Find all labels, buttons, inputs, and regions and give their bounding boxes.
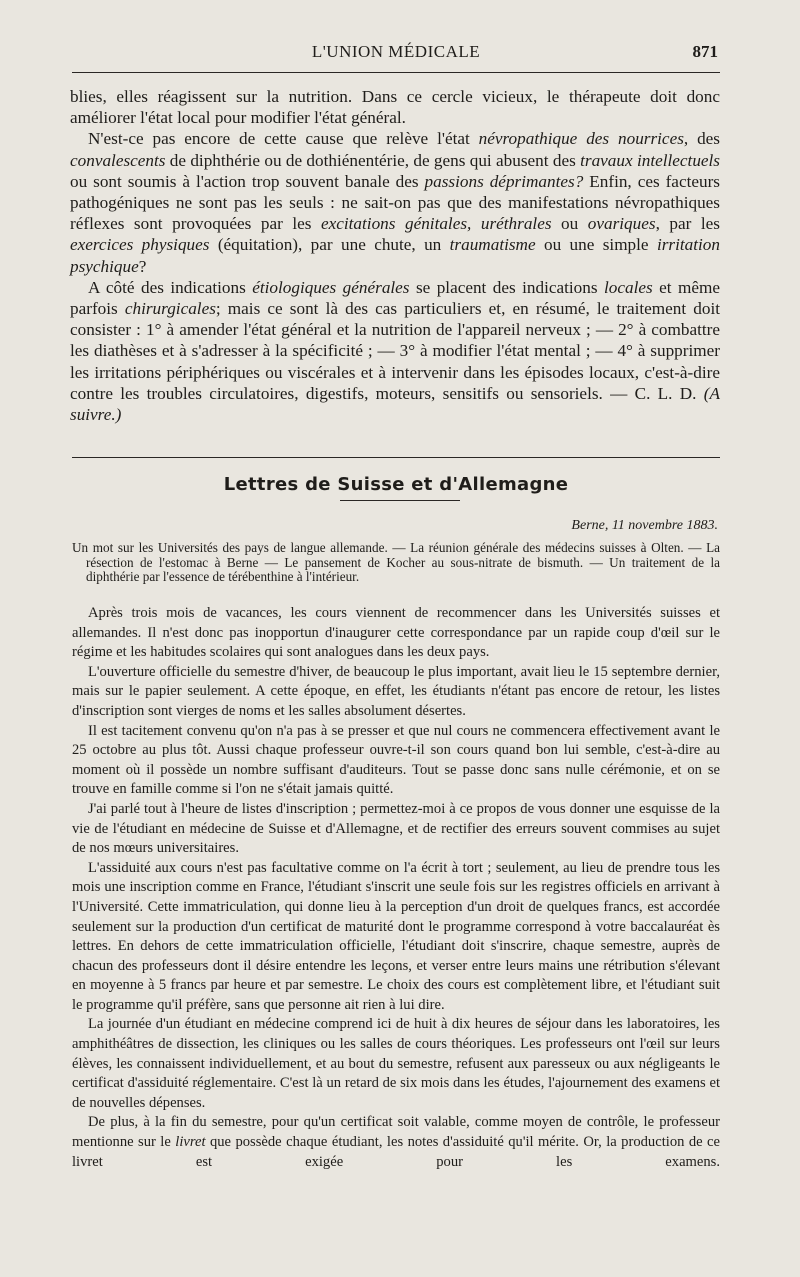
letter-summary (72, 541, 720, 585)
text-run: , par les (655, 214, 720, 234)
paragraph: Il est tacitement convenu qu'on n'a pas à se presser et que nul cours ne commencera effectivement avant le 25 octobre au plus tôt. Aussi chaque professeur ouvre-t-il son cours quand bon lui semble, c'est-à-dire au moment où il possède un nombre suffisant d'auditeurs. Tout se passe donc sans nulle cérémonie, et on se trouve en famille comme si l'on ne s'était jamais quitté. (72, 722, 720, 798)
page-number: 871 (692, 42, 718, 61)
text-run: (équitation), par une chute, un (209, 235, 450, 255)
text-run: , des (683, 129, 720, 149)
text-run: De plus, à la fin du semestre, pour qu'un certificat soit valable, comme moyen de contrôle, le professeur mentionne sur le (72, 1114, 720, 1151)
text-run: de diphthérie ou de dothiénentérie, de gens qui abusent des (165, 150, 581, 170)
emphasis: chirurgicales (124, 299, 216, 319)
text-run: ou (551, 214, 588, 234)
paragraph (72, 1113, 720, 1172)
paragraph: L'assiduité aux cours n'est pas facultative comme on l'a écrit à tort ; seulement, au lieu de prendre tous les mois une inscription comme en France, l'étudiant s'inscrit une seule fois sur les registres officiels en arrivant à l'Université. Cette immatriculation, qui donne lieu à la perception d'un droit de quelques francs, est accordée seulement sur la production d'un certificat de maturité dont le programme correspond à votre baccalauréat ès lettres. En dehors de cette immatriculation officielle, l'étudiant doit s'inscrire, chaque semestre, auprès de chacun des professeurs dont il désire entendre les leçons, et verser entre leurs mains une rétribution s'élevant en moyenne à 5 francs par heure et par semestre. Le choix des cours est complètement libre, et l'étudiant suit le programme qu'il préfère, sans que personne ait rien à lui dire. (72, 859, 720, 1013)
paragraph (70, 277, 720, 425)
text-run: ou sont soumis à l'action trop souvent banale des (70, 171, 425, 191)
text-run: ; mais ce sont là des cas particuliers et, en résumé, le traitement doit consister : 1° à amender l'état général et la nutrition de l'appareil nerveux ; — 2° à combattre les diathèses et à s'adresser à la spécificité ; — 3° à modifier l'état mental ; — 4° à supprimer les irritations périphériques ou viscérales et à intervenir dans les épisodes locaux, c'est-à-dire contre les troubles circulatoires, digestifs, moteurs, sensitifs ou sensoriels. — C. L. D. (70, 299, 721, 403)
emphasis: passions déprimantes? (424, 171, 584, 191)
emphasis: névropathique des nourrices (478, 129, 684, 149)
emphasis: irritation psychique (70, 235, 720, 276)
paragraph (70, 86, 720, 128)
text-run: Enfin, ces facteurs pathogéniques ne sont pas les seuls : ne sait-on pas que des manifestations névropathiques réflexes sont provoquées par les (70, 171, 720, 234)
paragraph: Après trois mois de vacances, les cours viennent de recommencer dans les Universités suisses et allemandes. Il n'est donc pas inopportun d'inaugurer cette correspondance par un rapide coup d'œil sur le régime et les habitudes scolaires qui sont analogues dans les deux pays. (72, 605, 720, 661)
title-underline (340, 500, 460, 501)
header-rule (72, 72, 720, 73)
emphasis: livret (175, 1134, 206, 1151)
emphasis: exercices physiques (70, 235, 210, 255)
text-run: A côté des indications (88, 277, 253, 297)
to-be-continued: (A suivre.) (70, 383, 720, 425)
emphasis: traumatisme (449, 235, 536, 255)
emphasis: excitations génitales, uréthrales (320, 214, 552, 234)
text-run: ou une simple (535, 235, 657, 255)
emphasis: travaux intellectuels (580, 150, 721, 170)
text-run: blies, elles réagissent sur la nutrition. Dans ce cercle vicieux, le thérapeute doit donc améliorer l'état local pour modifier l'état général. (70, 87, 720, 128)
text-run: et même parfois (70, 277, 720, 319)
emphasis: ovariques (587, 214, 656, 234)
summary-text: Un mot sur les Universités des pays de langue allemande. — La réunion générale des médecins suisses à Olten. — La résection de l'estomac à Berne — Le pansement de Kocher au sous-nitrate de bismuth. — Un traitement de la diphthérie par l'essence de térébenthine à l'intérieur. (72, 540, 720, 585)
text-run: ? (138, 256, 147, 276)
text-run: que possède chaque étudiant, les notes d'assiduité qu'il mérite. Or, la production de ce livret est exigée pour les examens. (72, 1134, 720, 1170)
dateline: Berne, 11 novembre 1883. (571, 518, 718, 533)
emphasis: locales (604, 277, 653, 297)
paragraph: L'ouverture officielle du semestre d'hiver, de beaucoup le plus important, avait lieu le 15 septembre dernier, mais sur le papier seulement. A cette époque, en effet, les étudiants n'étant pas encore de retour, les listes d'inscription sont vierges de noms et les salles absolument désertes. (72, 663, 720, 719)
text-run: se placent des indications (409, 277, 605, 297)
emphasis: étiologiques générales (252, 277, 410, 297)
paragraph: J'ai parlé tout à l'heure de listes d'inscription ; permettez-moi à ce propos de vous donner une esquisse de la vie de l'étudiant en médecine de Suisse et d'Allemagne, et de rectifier des erreurs souvent commises au sujet de nos mœurs universitaires. (72, 800, 720, 857)
article-continuation (70, 86, 720, 425)
letter-body (72, 604, 720, 1172)
journal-title: L'UNION MÉDICALE (311, 42, 481, 61)
paragraph (70, 128, 720, 276)
text-run: N'est-ce pas encore de cette cause que relève l'état (88, 129, 479, 149)
running-head (72, 42, 720, 66)
paragraph: La journée d'un étudiant en médecine comprend ici de huit à dix heures de séjour dans les laboratoires, les amphithéâtres de dissection, les cliniques ou les salles de cours théoriques. Les professeurs ont l'œil sur leurs élèves, les connaissent individuellement, et au bout du semestre, refusent aux paresseux ou aux négligeants le certificat d'assiduité réglementaire. C'est là un retard de six mois dans les études, l'ajournement des examens et de nouvelles dépenses. (72, 1016, 720, 1111)
section-title: Lettres de Suisse et d'Allemagne (223, 474, 569, 495)
emphasis: convalescents (70, 150, 166, 170)
section-rule (72, 457, 720, 458)
